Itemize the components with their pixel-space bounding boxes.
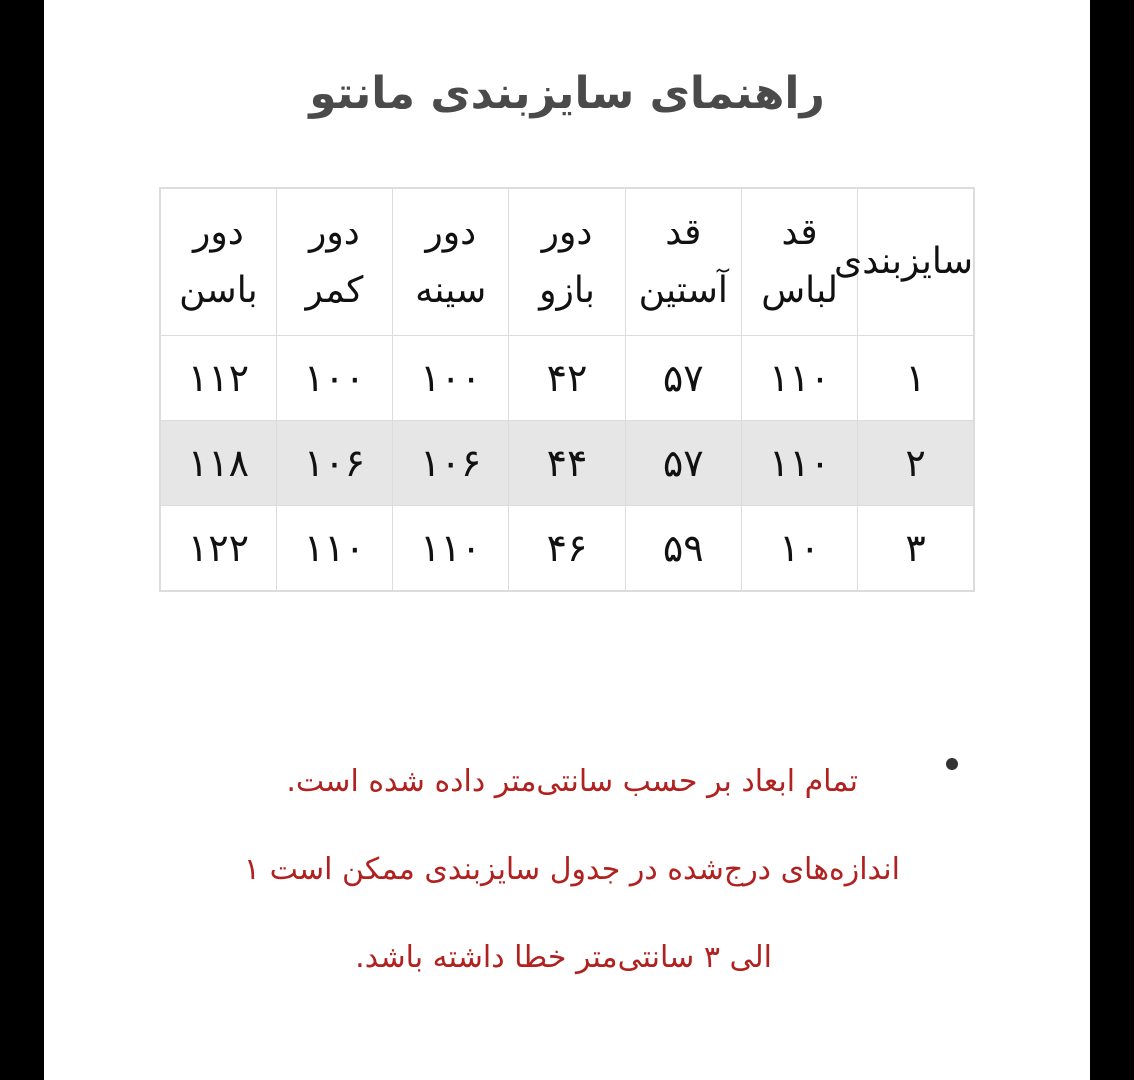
table-header-row — [160, 188, 974, 336]
table-cell: ۴۴ — [509, 421, 625, 506]
table-cell: ۱۰۶ — [393, 421, 509, 506]
header-dress-length: قد لباس — [741, 188, 857, 336]
table-cell: ۳ — [858, 506, 974, 592]
page-title: راهنمای سایزبندی مانتو — [309, 68, 825, 119]
table-cell: ۵۷ — [625, 336, 741, 421]
table-cell: ۱۱۲ — [160, 336, 276, 421]
bullet-point-icon — [946, 758, 958, 770]
size-table — [159, 187, 975, 592]
header-waist-circumference: دور کمر — [276, 188, 392, 336]
table-cell: ۵۷ — [625, 421, 741, 506]
header-hip-circumference: دور باسن — [160, 188, 276, 336]
table-cell: ۱۱۰ — [393, 506, 509, 592]
header-arm-circumference: دور بازو — [509, 188, 625, 336]
table-cell: ۱۲۲ — [160, 506, 276, 592]
table-cell: ۴۶ — [509, 506, 625, 592]
table-cell: ۱ — [858, 336, 974, 421]
table-row — [160, 421, 974, 506]
header-sleeve-length: قد آستین — [625, 188, 741, 336]
table-row — [160, 506, 974, 592]
note-line: اندازه‌های درج‌شده در جدول سایزبندی ممکن است ۱ — [243, 852, 900, 887]
header-chest-circumference: دور سینه — [393, 188, 509, 336]
table-cell: ۵۹ — [625, 506, 741, 592]
size-guide-page — [44, 0, 1090, 1080]
note-line: الی ۳ سانتی‌متر خطا داشته باشد. — [355, 940, 772, 975]
table-row — [160, 336, 974, 421]
table-cell: ۱۰ — [741, 506, 857, 592]
table-cell: ۱۰۰ — [393, 336, 509, 421]
note-line: تمام ابعاد بر حسب سانتی‌متر داده شده است. — [286, 764, 858, 799]
table-cell: ۴۲ — [509, 336, 625, 421]
header-size: سایزبندی — [858, 188, 974, 336]
table-cell: ۱۰۰ — [276, 336, 392, 421]
table-cell: ۱۱۸ — [160, 421, 276, 506]
table-cell: ۱۱۰ — [741, 336, 857, 421]
table-cell: ۲ — [858, 421, 974, 506]
table-cell: ۱۱۰ — [741, 421, 857, 506]
table-cell: ۱۰۶ — [276, 421, 392, 506]
table-cell: ۱۱۰ — [276, 506, 392, 592]
